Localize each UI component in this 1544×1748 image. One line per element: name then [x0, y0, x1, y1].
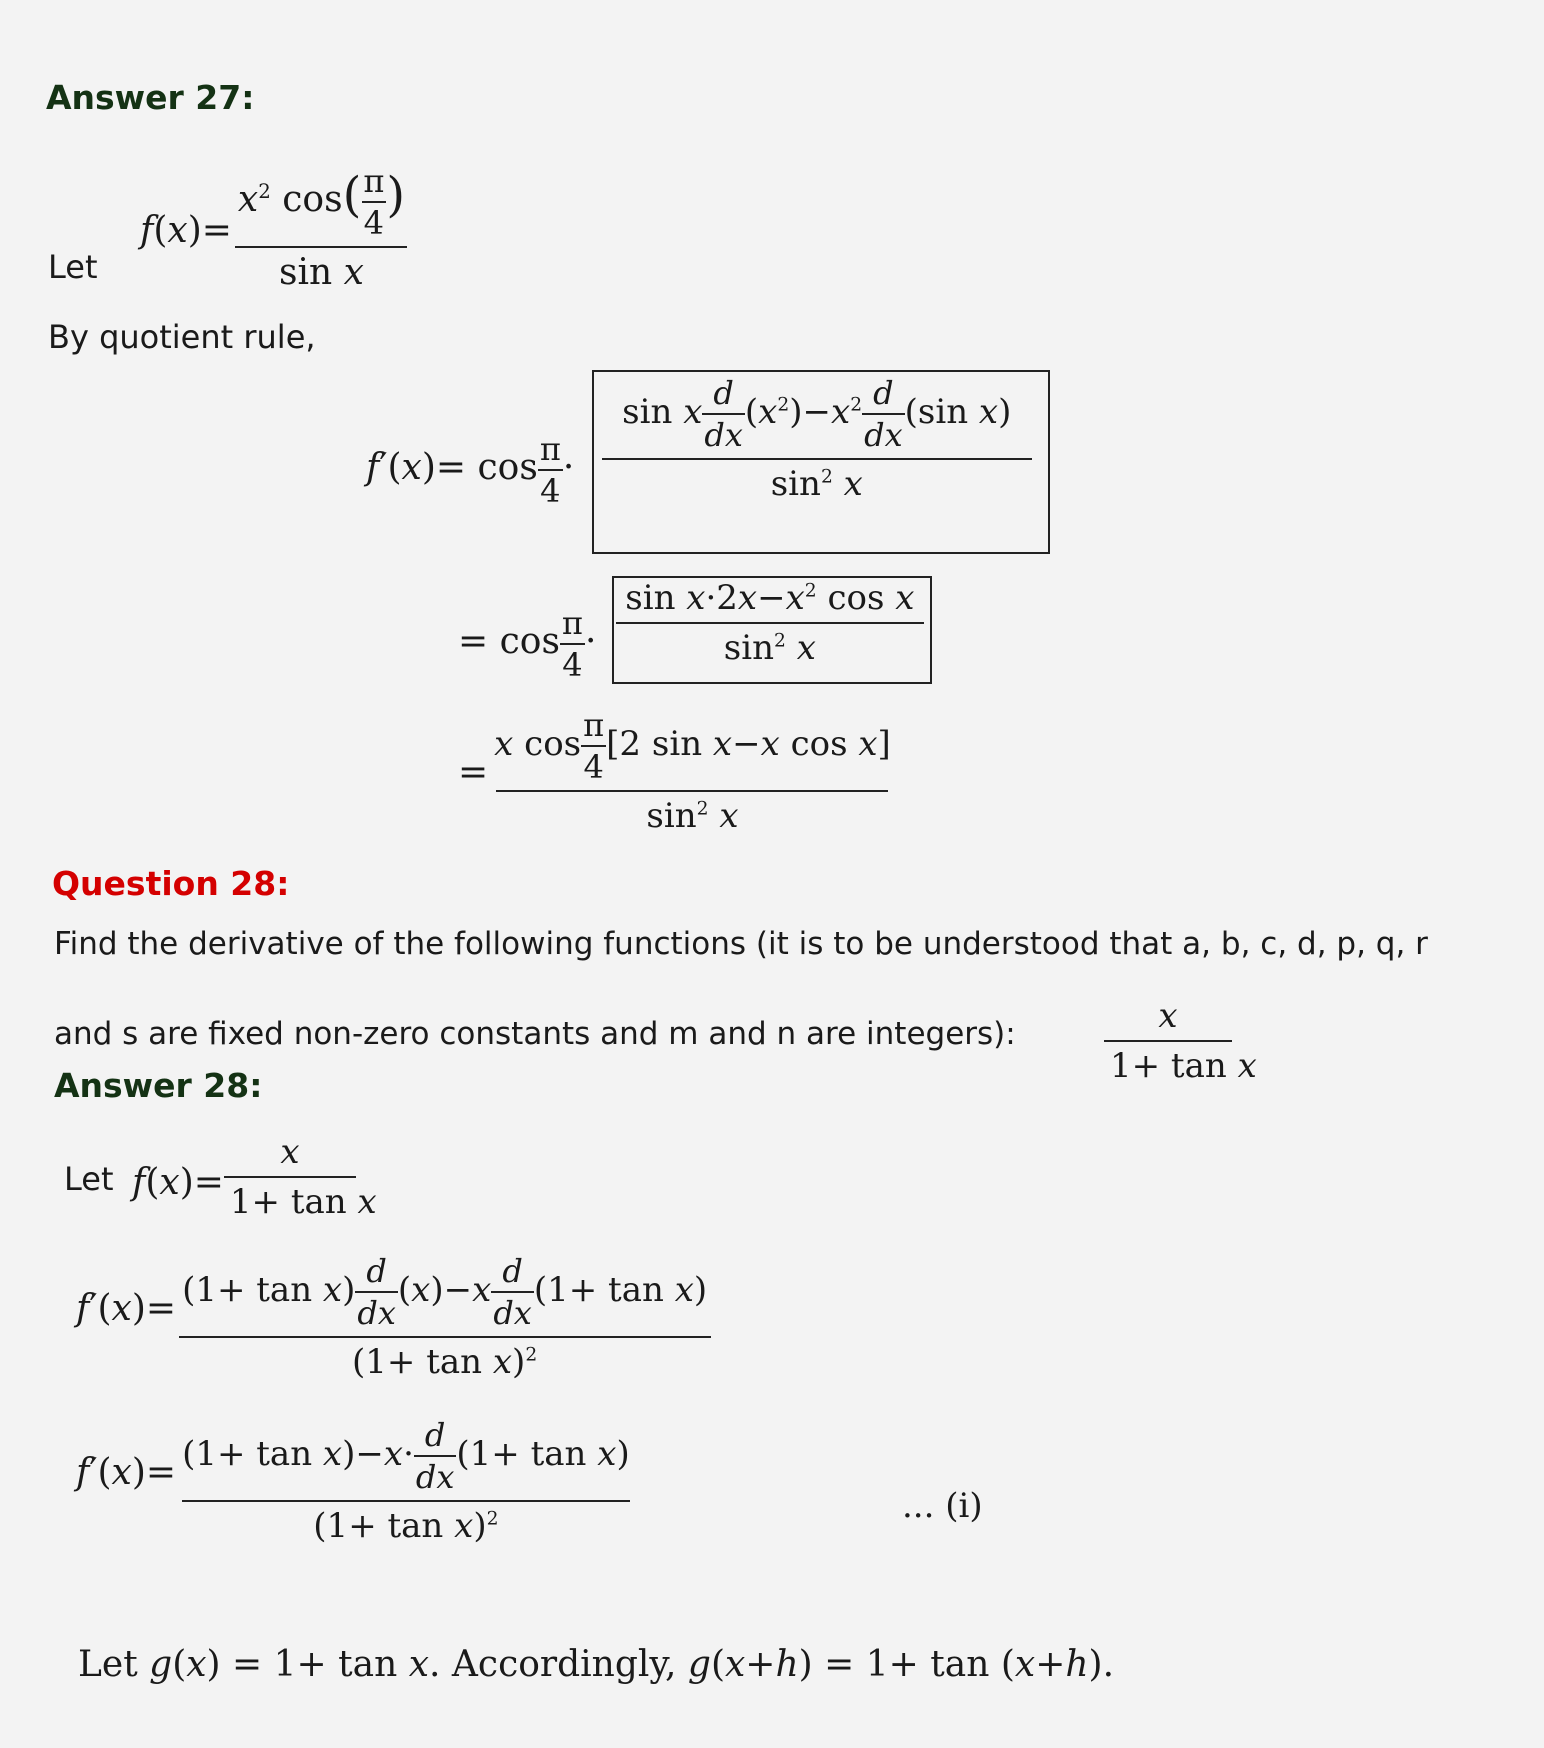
- answer-28-heading: Answer 28:: [54, 1066, 263, 1105]
- answer-27-heading: Answer 27:: [46, 78, 255, 117]
- let-label-28: Let: [64, 1160, 114, 1198]
- quotient-rule-label: By quotient rule,: [48, 318, 316, 356]
- equation-tag-i: ... (i): [902, 1486, 983, 1526]
- derivative-step-1: f′(x)= cos $\frac{\pi}{4}$ · sin x $\frac{d}{dx}$ $(x^2)-x^2$ $\frac{d}{dx}$ (sin x) $\sin^2 x$: [366, 370, 1050, 554]
- derivative-step-3: = x cos $\frac{\pi}{4}$ [2 sin x−x cos x] $\sin^2 x$: [458, 706, 891, 836]
- derivative-28-step-2: f′(x)= (1+ tan x)−x· $\frac{d}{dx}$ (1+ tan x) $(1+ \tan x)^2$: [76, 1416, 630, 1546]
- let-label-27: Let: [48, 248, 98, 286]
- g-definition-line: Let g(x) = 1+ tan x. Accordingly, g(x+h) = 1+ tan (x+h).: [78, 1644, 1115, 1685]
- let-word-g: Let: [78, 1644, 138, 1685]
- derivative-28-step-1: f′(x)= (1+ tan x) $\frac{d}{dx}$ (x)−x $\frac{d}{dx}$ (1+ tan x) $(1+ \tan x)^2$: [76, 1252, 713, 1382]
- question-28-heading: Question 28:: [52, 864, 290, 903]
- question-28-line-1: Find the derivative of the following functions (it is to be understood that a, b, c, d, p, q, r: [54, 926, 1428, 962]
- derivative-step-2: = cos $\frac{\pi}{4}$ · $\frac{\sin x\cdot 2x-x^2 \cos x}{\sin^2 x}$: [458, 576, 932, 684]
- f-definition-28: f(x)= $\frac{x}{\text{1+ tan x}}$: [132, 1132, 377, 1222]
- question-28-function: $\frac{x}{\text{1+ tan x}}$: [1104, 996, 1232, 1086]
- question-28-line-2: and s are fixed non-zero constants and m and n are integers):: [54, 1016, 1016, 1052]
- accordingly-word: Accordingly,: [451, 1644, 677, 1685]
- f-definition-27: f(x)= $x^2$ cos( $\frac{\pi}{4}$ ) sin x: [140, 162, 411, 293]
